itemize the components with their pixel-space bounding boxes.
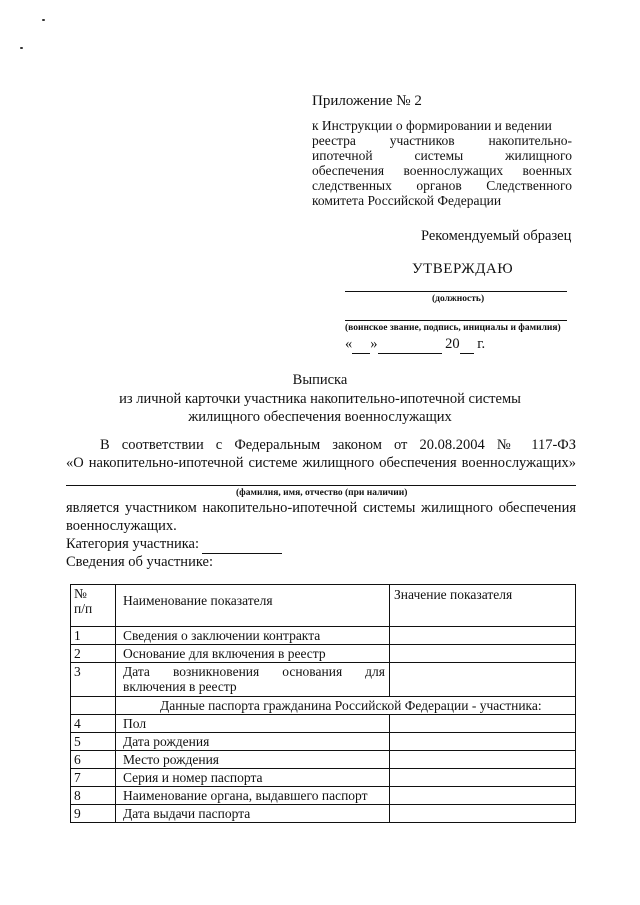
header-name: [116, 585, 390, 627]
instruction-text: следственных органов Следственного: [312, 178, 572, 193]
instruction-line: [312, 193, 572, 208]
table-row: [71, 805, 576, 823]
table-row: [71, 715, 576, 733]
table-section-row: [71, 697, 576, 715]
law-reference-text: В соответствии с Федеральным законом от 20.08.2004 № 117-ФЗ: [100, 437, 576, 453]
row-name: [116, 663, 390, 697]
row-value: [390, 751, 576, 769]
position-caption: (должность): [432, 294, 485, 304]
table-row: [71, 769, 576, 787]
row-num: 8: [71, 787, 116, 805]
header-num: [71, 585, 116, 627]
document-title: Выписка: [292, 372, 348, 388]
rank-signature-caption: (воинское звание, подпись, инициалы и фамилия): [345, 323, 561, 333]
row-value: [390, 627, 576, 645]
law-reference-line1: [100, 437, 576, 454]
row-name-line1: [123, 664, 385, 679]
row-name-word: для: [365, 664, 385, 679]
law-reference-text: «О накопительно-ипотечной системе жилищного обеспечения военнослужащих»: [66, 455, 576, 471]
date-quote-open: «: [345, 336, 353, 352]
instruction-text: комитета Российской Федерации: [312, 193, 502, 208]
table-row: [71, 663, 576, 697]
row-name-line2: включения в реестр: [123, 679, 237, 694]
full-name-caption: (фамилия, имя, отчество (при наличии): [236, 488, 408, 498]
header-num-line2: п/п: [74, 601, 93, 616]
header-value-text: Значение показателя: [394, 587, 513, 602]
row-num: 9: [71, 805, 116, 823]
row-value: [390, 769, 576, 787]
row-name: Серия и номер паспорта: [116, 769, 390, 787]
section-title-text: Данные паспорта гражданина Российской Федерации - участника:: [160, 698, 542, 713]
year-suffix: г.: [477, 336, 486, 352]
year-blank: [460, 336, 474, 354]
table-header-row: [71, 585, 576, 627]
approval-title: УТВЕРЖДАЮ: [412, 261, 514, 277]
instruction-text: ипотечной системы жилищного: [312, 148, 572, 163]
day-blank: [352, 336, 370, 354]
instruction-line: [312, 148, 572, 163]
document-subtitle-line1: из личной карточки участника накопительно-ипотечной системы: [119, 391, 521, 407]
row-name: Основание для включения в реестр: [116, 645, 390, 663]
row-num: 4: [71, 715, 116, 733]
category-row: [66, 536, 282, 554]
row-value: [390, 787, 576, 805]
table-row: [71, 787, 576, 805]
membership-line2: военнослужащих.: [66, 518, 177, 534]
instruction-text: к Инструкции о формировании и ведении: [312, 118, 552, 133]
row-name: Наименование органа, выдавшего паспорт: [116, 787, 390, 805]
row-num: 7: [71, 769, 116, 787]
row-num: 6: [71, 751, 116, 769]
row-name-word: основания: [282, 664, 343, 679]
instruction-line: [312, 133, 572, 148]
category-label: Категория участника:: [66, 536, 200, 552]
membership-line1: [66, 500, 576, 517]
header-name-text: Наименование показателя: [123, 593, 273, 608]
instruction-line: [312, 118, 572, 133]
row-num: 5: [71, 733, 116, 751]
row-value: [390, 733, 576, 751]
instruction-line: [312, 163, 572, 178]
row-name-word: Дата: [123, 664, 150, 679]
table-row: [71, 751, 576, 769]
row-num: 1: [71, 627, 116, 645]
row-value: [390, 805, 576, 823]
row-num: 3: [71, 663, 116, 697]
document-subtitle-line2: жилищного обеспечения военнослужащих: [188, 409, 452, 425]
instruction-text: реестра участников накопительно-: [312, 133, 572, 148]
scan-speck: [42, 19, 45, 21]
row-name: Место рождения: [116, 751, 390, 769]
row-name: Дата выдачи паспорта: [116, 805, 390, 823]
row-value: [390, 645, 576, 663]
instruction-reference: [312, 118, 572, 208]
section-num-empty: [71, 697, 116, 715]
recommended-sample-label: Рекомендуемый образец: [421, 228, 572, 244]
section-title: [116, 697, 576, 715]
instruction-line: [312, 178, 572, 193]
row-name: Дата рождения: [116, 733, 390, 751]
participant-info-table: [70, 584, 576, 823]
rank-signature-line: [345, 320, 567, 321]
row-name: Сведения о заключении контракта: [116, 627, 390, 645]
date-quote-close: »: [370, 336, 378, 352]
row-value: [390, 663, 576, 697]
position-line: [345, 291, 567, 292]
row-value: [390, 715, 576, 733]
row-name-word: возникновения: [172, 664, 260, 679]
row-name: Пол: [116, 715, 390, 733]
row-num: 2: [71, 645, 116, 663]
membership-text: является участником накопительно-ипотечной системы жилищного обеспечения: [66, 500, 576, 516]
table-row: [71, 627, 576, 645]
appendix-title: Приложение № 2: [312, 93, 422, 109]
participant-info-label: Сведения об участнике:: [66, 554, 213, 570]
table-row: [71, 645, 576, 663]
category-blank: [202, 536, 282, 554]
month-blank: [378, 336, 442, 354]
header-num-line1: №: [74, 586, 87, 601]
law-reference-line2: [66, 455, 576, 472]
instruction-text: обеспечения военнослужащих военных: [312, 163, 572, 178]
full-name-line: [66, 485, 576, 486]
approval-date: [345, 336, 485, 354]
scan-speck: [20, 47, 23, 49]
table-row: [71, 733, 576, 751]
header-value: [390, 585, 576, 627]
year-prefix: 20: [445, 336, 460, 352]
